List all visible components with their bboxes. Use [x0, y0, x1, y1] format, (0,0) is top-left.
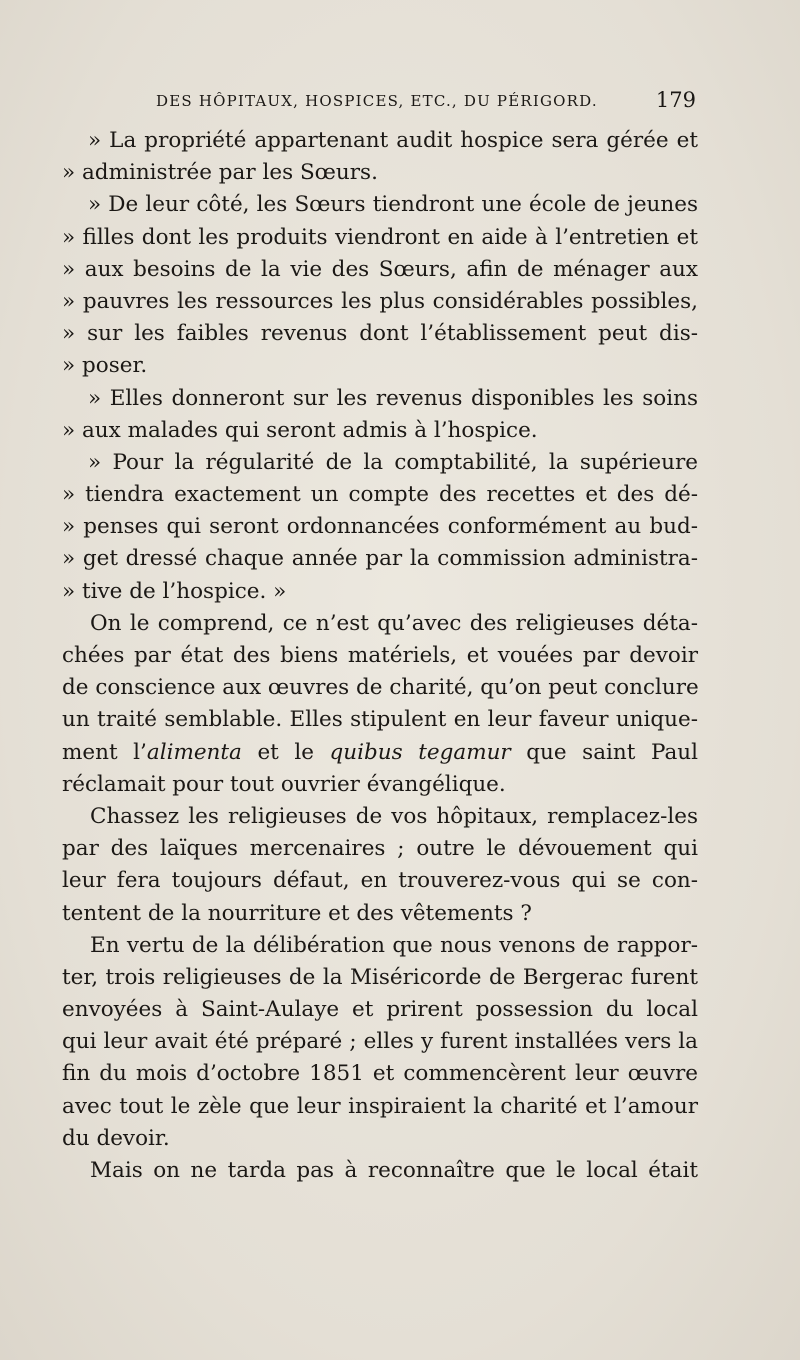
- page-number: 179: [655, 88, 696, 112]
- text-line: » pauvres les ressources les plus considérables possibles,: [62, 288, 698, 314]
- text-line: On le comprend, ce n’est qu’avec des religieuses déta-: [90, 610, 698, 636]
- text-line: » aux malades qui seront admis à l’hospice.: [62, 417, 538, 443]
- text-line: de conscience aux œuvres de charité, qu’on peut conclure: [62, 675, 699, 701]
- text-line: chées par état des biens matériels, et vouées par devoir: [62, 643, 698, 668]
- text-line: » La propriété appartenant audit hospice sera gérée et: [88, 128, 698, 153]
- text-line: tentent de la nourriture et des vêtements ?: [62, 900, 532, 926]
- text-line: » get dressé chaque année par la commission administra-: [62, 546, 698, 572]
- text-line: » filles dont les produits viendront en aide à l’entretien et: [62, 224, 698, 250]
- text-line: envoyées à Saint-Aulaye et prirent possession du local: [62, 997, 698, 1023]
- text-line: » Pour la régularité de la comptabilité, la supérieure: [88, 449, 698, 475]
- text-line: avec tout le zèle que leur inspiraient la charité et l’amour: [62, 1093, 698, 1119]
- text-line: Mais on ne tarda pas à reconnaître que le local était: [90, 1158, 698, 1183]
- text-line: » tive de l’hospice. »: [62, 578, 287, 604]
- text-line: réclamait pour tout ouvrier évangélique.: [62, 771, 506, 797]
- text-line: Chassez les religieuses de vos hôpitaux, remplacez-les: [90, 803, 698, 829]
- text-line: » tiendra exactement un compte des recettes et des dé-: [62, 482, 698, 508]
- italic-phrase: quibus tegamur: [329, 739, 511, 765]
- text-line: » De leur côté, les Sœurs tiendront une école de jeunes: [88, 192, 698, 218]
- text-line: leur fera toujours défaut, en trouverez-vous qui se con-: [62, 868, 698, 894]
- text-line: » Elles donneront sur les revenus disponibles les soins: [88, 385, 698, 411]
- text-line: En vertu de la délibération que nous venons de rappor-: [90, 932, 698, 958]
- text-line: du devoir.: [62, 1125, 170, 1151]
- text-line: par des laïques mercenaires ; outre le dévouement qui: [62, 836, 698, 862]
- text-line: » poser.: [62, 353, 148, 379]
- text-line: » penses qui seront ordonnancées conformément au bud-: [62, 514, 698, 540]
- text-line: un traité semblable. Elles stipulent en leur faveur unique-: [62, 707, 698, 733]
- page-body-text: [62, 125, 698, 1187]
- italic-phrase: alimenta: [146, 739, 242, 765]
- text-segment: et le: [241, 739, 330, 765]
- text-line: fin du mois d’octobre 1851 et commencèrent leur œuvre: [62, 1061, 698, 1087]
- text-segment: ment l’: [62, 739, 147, 765]
- text-line: » aux besoins de la vie des Sœurs, afin de ménager aux: [62, 256, 698, 282]
- text-line: qui leur avait été préparé ; elles y furent installées vers la: [62, 1029, 698, 1055]
- text-line: » sur les faibles revenus dont l’établissement peut dis-: [62, 321, 698, 347]
- text-segment: que saint Paul: [510, 739, 698, 765]
- page-header: [62, 88, 698, 118]
- text-line: [62, 737, 698, 769]
- running-head: DES HÔPITAUX, HOSPICES, ETC., DU PÉRIGORD.: [156, 92, 598, 110]
- text-line: ter, trois religieuses de la Miséricorde de Bergerac furent: [62, 964, 698, 990]
- text-line: » administrée par les Sœurs.: [62, 160, 378, 186]
